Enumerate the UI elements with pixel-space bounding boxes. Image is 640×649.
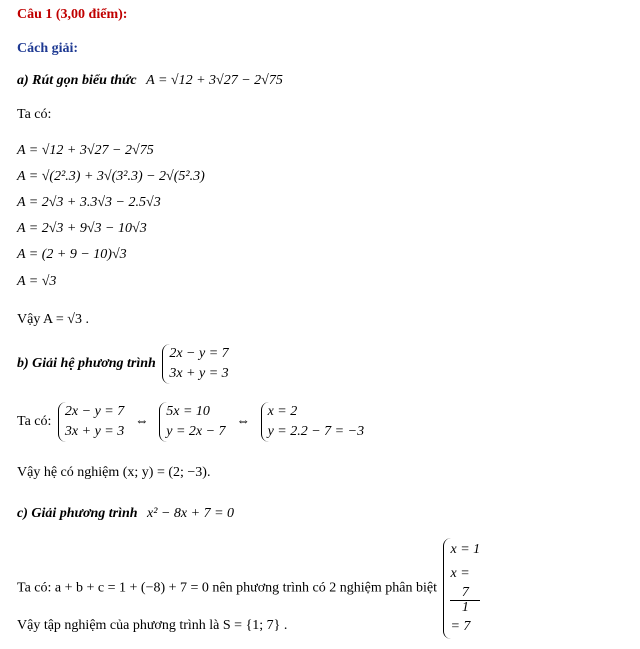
part-b-conclusion: Vậy hệ có nghiệm (x; y) = (2; −3). bbox=[17, 465, 211, 480]
root-2 bbox=[450, 562, 480, 639]
part-c-intro: Ta có: a + b + c = 1 + (−8) + 7 = 0 nên phương trình có 2 nghiệm phân biệt bbox=[17, 580, 437, 596]
equivalence-arrow-2: ⇔ bbox=[236, 414, 251, 429]
part-a-question bbox=[17, 72, 283, 90]
part-c-conclusion: Vậy tập nghiệm của phương trình là S = {1; 7} . bbox=[17, 618, 288, 633]
part-a-expression: A = √12 + 3√27 − 2√75 bbox=[146, 73, 283, 88]
part-b-solution bbox=[17, 402, 367, 442]
system-eq-2: 3x + y = 3 bbox=[169, 366, 229, 381]
part-b-question bbox=[17, 344, 232, 384]
part-c-expression: x² − 8x + 7 = 0 bbox=[147, 506, 235, 521]
equivalence-arrow-1: ⇔ bbox=[134, 414, 149, 429]
part-b-system bbox=[162, 344, 228, 384]
part-a-step-4: A = 2√3 + 9√3 − 10√3 bbox=[17, 221, 147, 236]
step1-eq-1: 2x − y = 7 bbox=[64, 404, 125, 419]
part-a-step-3: A = 2√3 + 3.3√3 − 2.5√3 bbox=[17, 195, 161, 210]
step1-system bbox=[58, 402, 124, 442]
step3-system bbox=[261, 402, 365, 442]
part-a-step-2: A = √(2².3) + 3√(3².3) − 2√(5².3) bbox=[17, 169, 205, 184]
part-a-step-5: A = (2 + 9 − 10)√3 bbox=[17, 247, 127, 262]
step2-eq-2: y = 2x − 7 bbox=[166, 424, 226, 439]
question-title: Câu 1 (3,00 điểm): bbox=[17, 7, 128, 22]
step1-eq-2: 3x + y = 3 bbox=[64, 424, 125, 439]
part-a-intro: Ta có: bbox=[17, 107, 52, 122]
step3-eq-1: x = 2 bbox=[267, 404, 298, 419]
step2-system bbox=[159, 402, 225, 442]
part-a-label: a) Rút gọn biểu thức bbox=[17, 73, 137, 88]
system-eq-1: 2x − y = 7 bbox=[169, 346, 229, 361]
part-c-label: c) Giải phương trình bbox=[17, 506, 138, 521]
part-b-intro: Ta có: bbox=[17, 414, 52, 429]
step3-eq-2: y = 2.2 − 7 = −3 bbox=[267, 424, 365, 439]
fraction-numerator: 7 bbox=[450, 586, 480, 601]
roots-system bbox=[443, 538, 480, 639]
root-1: x = 1 bbox=[450, 542, 481, 557]
part-a-step-1: A = √12 + 3√27 − 2√75 bbox=[17, 143, 154, 158]
part-a-conclusion: Vậy A = √3 . bbox=[17, 312, 89, 327]
step2-eq-1: 5x = 10 bbox=[166, 404, 210, 419]
part-a-step-6: A = √3 bbox=[17, 274, 57, 289]
part-b-label: b) Giải hệ phương trình bbox=[17, 356, 156, 371]
part-c-question bbox=[17, 505, 234, 523]
root-2-rhs: = 7 bbox=[450, 619, 471, 634]
method-heading: Cách giải: bbox=[17, 41, 79, 56]
root-2-fraction bbox=[450, 586, 480, 615]
root-2-lhs: x = bbox=[450, 566, 470, 581]
fraction-denominator: 1 bbox=[461, 600, 469, 615]
